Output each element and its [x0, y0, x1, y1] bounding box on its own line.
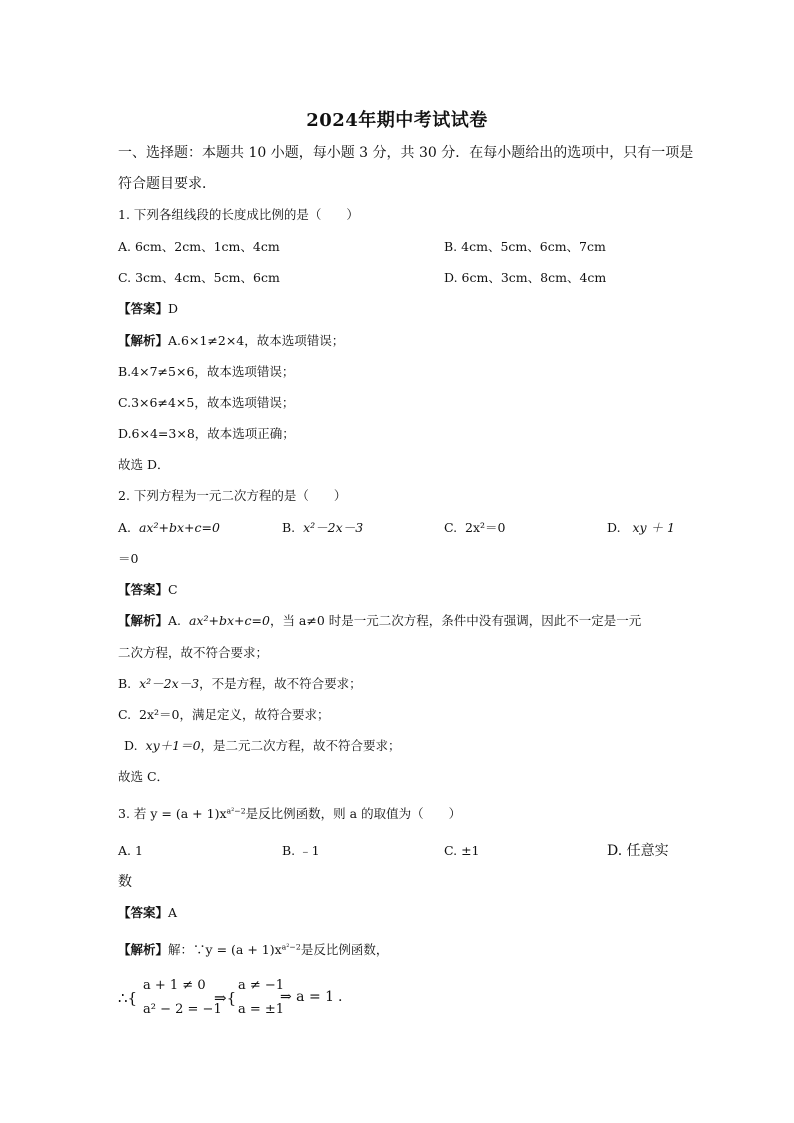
q1-option-b: B. 4cm、5cm、6cm、7cm	[444, 239, 606, 254]
system2-bottom: a = ±1	[238, 1002, 285, 1017]
q1-stem: 1. 下列各组线段的长度成比例的是（ ）	[118, 207, 359, 222]
q2-analysis-a-continued: 二次方程，故不符合要求；	[118, 645, 269, 660]
q3-stem: 3. 若 $y = (a + 1)x^{a^2-2}$是反比例函数，则 a 的取值为（ ）	[118, 806, 462, 821]
q2-analysis-c: C. 2x²＝0，满足定义，故符合要求；	[118, 707, 330, 722]
q2-option-d-expr: xy ＋ 1	[632, 520, 675, 535]
q1-answer-value: D	[168, 301, 179, 316]
q3-answer	[118, 903, 177, 923]
q2-conclusion: 故选 C．	[118, 769, 170, 784]
therefore-brace: ∴{	[118, 989, 138, 1007]
system1-top: a + 1 ≠ 0	[143, 978, 206, 993]
answer-label: 【答案】	[118, 905, 169, 920]
analysis-label: 【解析】	[118, 942, 169, 957]
q2-option-c-expr: 2x²＝0	[465, 520, 506, 535]
answer-label: 【答案】	[118, 582, 169, 597]
system1-bottom: a² − 2 = −1	[143, 1002, 222, 1017]
q2-answer-value: C	[168, 582, 178, 597]
final-result: ⇒ a = 1	[280, 989, 335, 1005]
q1-option-d: D. 6cm、3cm、8cm、4cm	[444, 270, 607, 285]
q2-analysis-b: B. x²－2x－3，不是方程，故不符合要求；	[118, 676, 362, 691]
section-instructions-line2: 符合题目要求．	[118, 176, 216, 192]
analysis-label: 【解析】	[118, 333, 169, 348]
final-period: .	[338, 989, 343, 1005]
q2-option-b: B. x²－2x－3	[282, 520, 364, 535]
q3-analysis-formula: $y = (a + 1)x^{a^2-2}$	[205, 942, 301, 957]
q2-analysis-a: 【解析】A. ax²+bx+c=0，当 a≠0 时是一元二次方程，条件中没有强调，因此不一定是一元	[118, 613, 642, 628]
implies-brace: ⇒{	[214, 989, 237, 1007]
q1-analysis-c: C.3×6≠4×5，故本选项错误；	[118, 395, 295, 410]
q2-stem: 2. 下列方程为一元二次方程的是（ ）	[118, 488, 347, 503]
q2-option-a-expr: ax²+bx+c=0	[138, 520, 220, 535]
q2-analysis-d: D. xy＋1＝0，是二元二次方程，故不符合要求；	[124, 738, 401, 753]
q2-option-b-expr: x²－2x－3	[303, 520, 364, 535]
q2-option-c: C. 2x²＝0	[444, 520, 506, 535]
q3-option-d-wrap: 数	[118, 874, 132, 890]
q1-analysis-line1	[118, 331, 344, 351]
q2-option-a: A. ax²+bx+c=0	[118, 520, 220, 535]
q2-option-d: D. xy ＋ 1	[607, 520, 675, 535]
q2-answer	[118, 580, 178, 600]
page-title: 2024年期中考试试卷	[306, 110, 488, 131]
q1-analysis-a: A.6×1≠2×4，故本选项错误；	[168, 333, 345, 348]
q1-answer	[118, 299, 178, 319]
q3-option-b: B. ﹣1	[282, 843, 320, 858]
q1-option-c: C. 3cm、4cm、5cm、6cm	[118, 270, 280, 285]
q1-option-a: A. 6cm、2cm、1cm、4cm	[118, 239, 280, 254]
q2-option-d-wrap: ＝0	[118, 551, 139, 566]
q3-analysis-line1: 【解析】解：∵y = $(a + 1)x^{a^2-2}$是反比例函数，	[118, 942, 389, 957]
q1-analysis-d: D.6×4=3×8，故本选项正确；	[118, 426, 295, 441]
answer-label: 【答案】	[118, 301, 169, 316]
q3-answer-value: A	[168, 905, 178, 920]
q3-option-c: C. ±1	[444, 843, 480, 858]
q1-analysis-b: B.4×7≠5×6，故本选项错误；	[118, 364, 295, 379]
section-instructions-line1: 一、选择题：本题共 10 小题，每小题 3 分，共 30 分．在每小题给出的选项中，只有一项是	[118, 145, 694, 161]
q1-conclusion: 故选 D．	[118, 457, 170, 472]
system2-top: a ≠ −1	[238, 978, 285, 993]
analysis-label: 【解析】	[118, 613, 169, 628]
q3-equation-system	[118, 978, 378, 1022]
q3-stem-formula: $y = (a + 1)x^{a^2-2}$	[150, 806, 246, 821]
q3-option-d: D. 任意实	[607, 843, 669, 859]
q3-option-a: A. 1	[118, 843, 143, 858]
